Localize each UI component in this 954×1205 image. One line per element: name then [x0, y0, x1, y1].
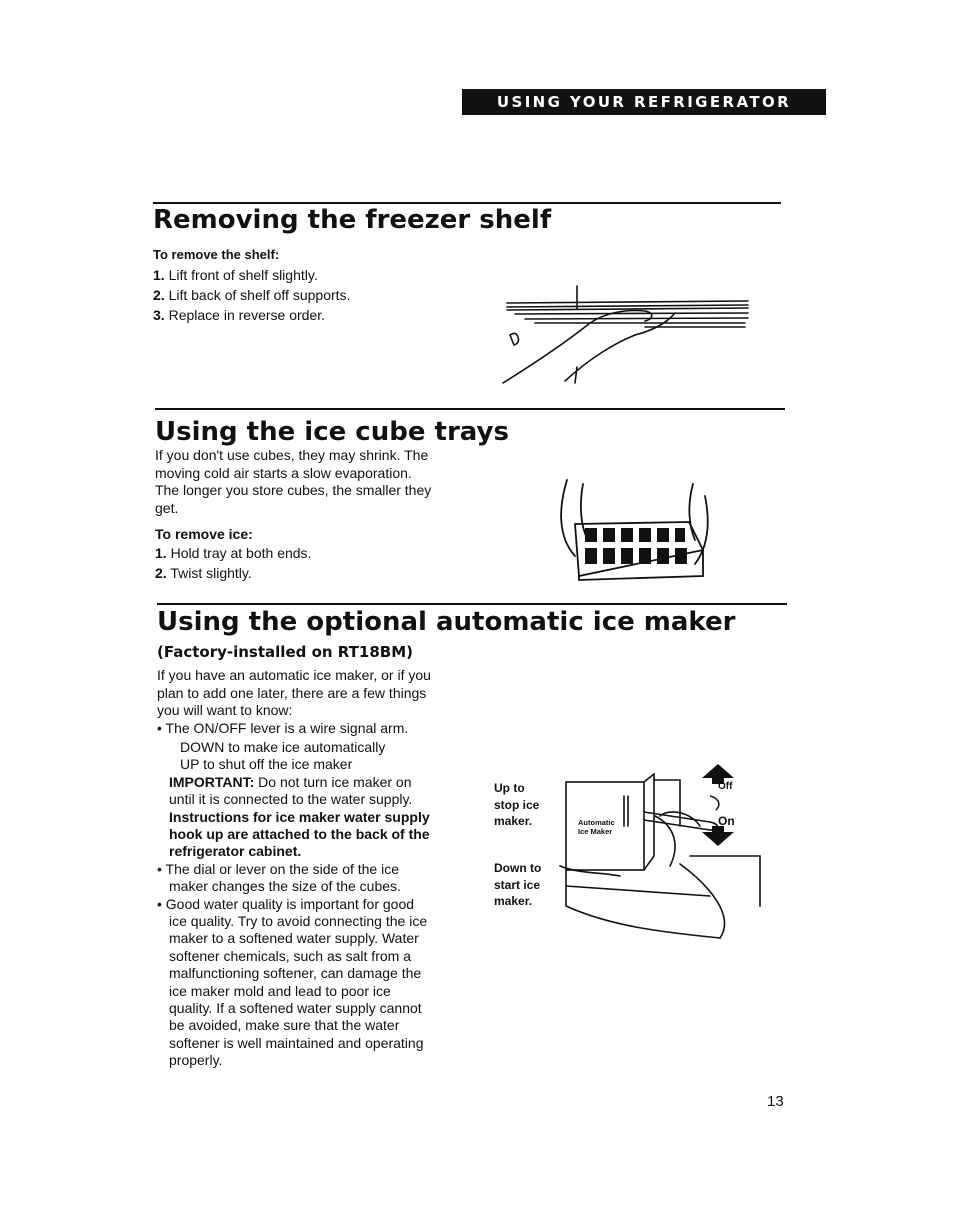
caption-up-to-stop — [494, 780, 539, 830]
important-note-cont: until it is connected to the water supply. — [169, 791, 413, 808]
caption-down-to-start — [494, 860, 541, 910]
section-title-ice-maker: Using the optional automatic ice maker — [157, 607, 736, 637]
ice-tray-paragraph — [155, 447, 431, 517]
paragraph-line: The longer you store cubes, the smaller they — [155, 482, 432, 498]
bullet-water-quality-cont: ice maker mold and lead to poor ice — [169, 982, 391, 999]
paragraph-line: plan to add one later, there are a few things — [157, 684, 427, 701]
caption-line: stop ice — [494, 797, 540, 812]
unit-label-line: Automatic — [578, 818, 615, 827]
paragraph-line: you will want to know: — [157, 702, 293, 718]
ice-maker-unit-label — [578, 818, 615, 836]
paragraph-line: moving cold air starts a slow evaporation. — [155, 464, 412, 481]
caption-line: maker. — [494, 894, 533, 908]
bullet-water-quality-cont: quality. If a softened water supply cannot — [169, 1000, 422, 1016]
freezer-shelf-illustration — [495, 283, 755, 388]
ice-maker-text-column — [157, 667, 467, 1070]
instructions-line: Instructions for ice maker water supply — [169, 808, 430, 825]
ice-cube-tray-illustration — [555, 476, 715, 586]
steps-remove-ice — [155, 543, 311, 583]
list-item: 2. Twist slightly. — [155, 565, 252, 581]
bullet-on-off-lever: • The ON/OFF lever is a wire signal arm. — [157, 719, 409, 736]
list-item: 1. Hold tray at both ends. — [155, 545, 312, 561]
bullet-water-quality-cont: maker to a softened water supply. Water — [169, 930, 419, 947]
instructions-line: hook up are attached to the back of the — [169, 825, 430, 842]
unit-label-line: Ice Maker — [578, 827, 613, 836]
caption-line: start ice — [494, 877, 541, 892]
section-divider — [153, 202, 781, 204]
page-number: 13 — [767, 1093, 784, 1110]
paragraph-line: get. — [155, 499, 179, 516]
list-item: 2. Lift back of shelf off supports. — [153, 287, 351, 303]
subhead-remove-shelf: To remove the shelf: — [153, 247, 280, 262]
section-banner: USING YOUR REFRIGERATOR — [462, 89, 826, 115]
bullet-water-quality: • Good water quality is important for good — [157, 895, 415, 912]
subtitle-factory-installed: (Factory-installed on RT18BM) — [157, 643, 413, 661]
caption-line: Down to — [494, 861, 542, 875]
bullet-water-quality-cont: ice quality. Try to avoid connecting the ice — [169, 912, 428, 929]
paragraph-line: If you have an automatic ice maker, or if you — [157, 667, 431, 683]
down-instruction: DOWN to make ice automatically — [180, 738, 386, 755]
caption-line: maker. — [494, 814, 533, 828]
paragraph-line: If you don't use cubes, they may shrink. The — [155, 447, 429, 463]
important-note: IMPORTANT: Do not turn ice maker on — [169, 773, 412, 790]
section-divider — [157, 603, 787, 605]
instructions-line: refrigerator cabinet. — [169, 843, 302, 860]
section-title-freezer-shelf: Removing the freezer shelf — [153, 205, 552, 235]
steps-remove-shelf — [153, 265, 350, 325]
off-label: Off — [718, 781, 733, 792]
bullet-water-quality-cont: properly. — [169, 1052, 223, 1069]
bullet-water-quality-cont: be avoided, make sure that the water — [169, 1017, 400, 1034]
up-instruction: UP to shut off the ice maker — [180, 756, 353, 773]
caption-line: Up to — [494, 781, 525, 795]
bullet-water-quality-cont: malfunctioning softener, can damage the — [169, 965, 422, 982]
section-divider — [155, 408, 785, 410]
ice-maker-illustration — [560, 756, 775, 946]
bullet-water-quality-cont: softener is well maintained and operating — [169, 1034, 424, 1051]
list-item: 1. Lift front of shelf slightly. — [153, 267, 318, 283]
subhead-remove-ice: To remove ice: — [155, 526, 253, 542]
section-title-ice-cube-trays: Using the ice cube trays — [155, 417, 509, 447]
bullet-dial-lever-cont: maker changes the size of the cubes. — [169, 878, 401, 895]
bullet-dial-lever: • The dial or lever on the side of the ice — [157, 860, 400, 877]
bullet-water-quality-cont: softener chemicals, such as salt from a — [169, 947, 411, 964]
on-label: On — [718, 814, 735, 828]
list-item: 3. Replace in reverse order. — [153, 307, 325, 323]
